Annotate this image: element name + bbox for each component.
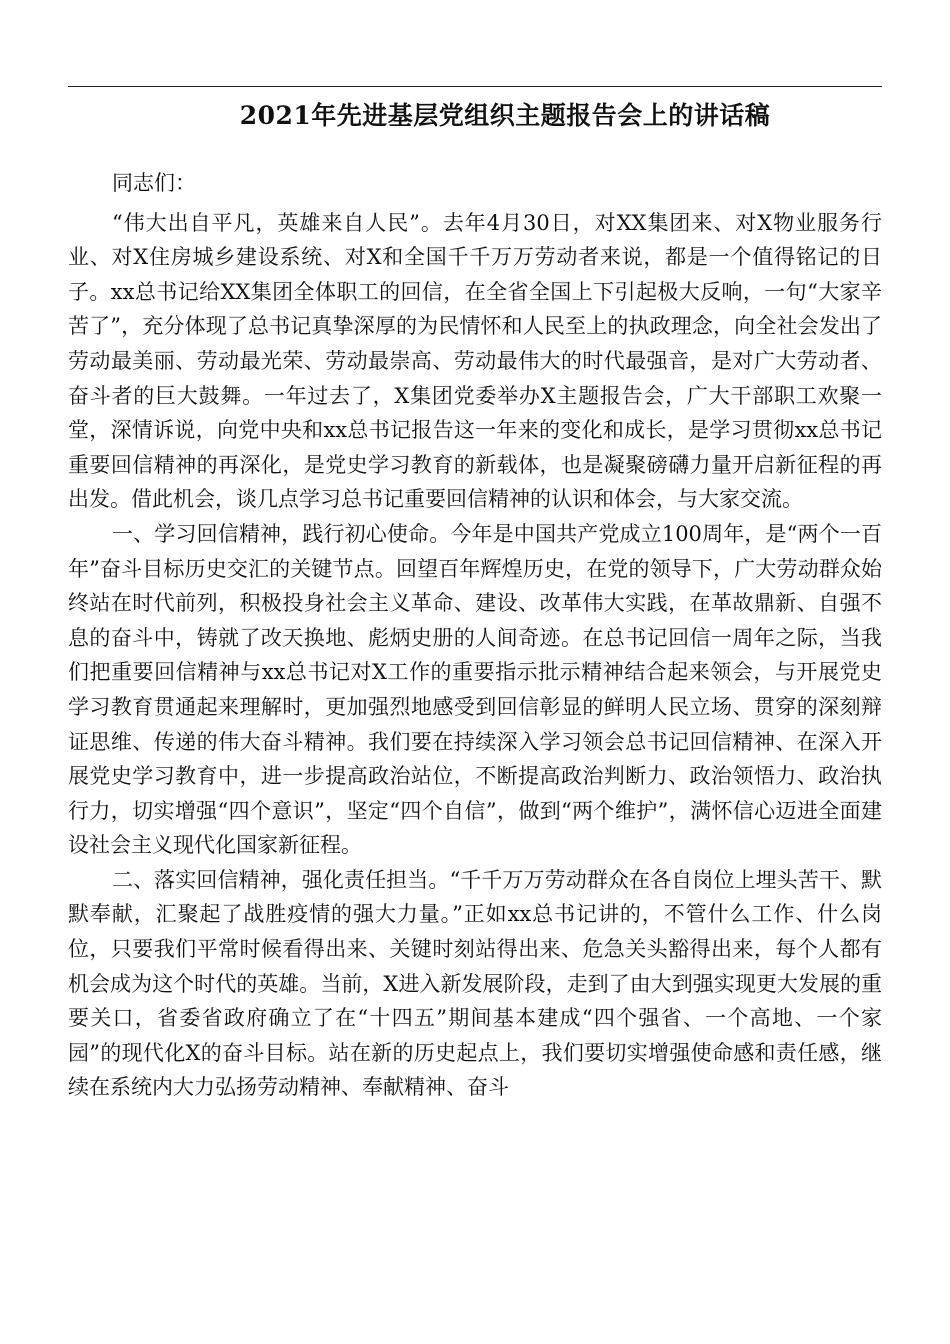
paragraph-section-1: 一、学习回信精神，践行初心使命。今年是中国共产党成立100周年，是“两个一百年”奋斗目标历史交汇的关键节点。回望百年辉煌历史，在党的领导下，广大劳动群众始终站在时代前列，积极投身社会主义革命、建设、改革伟大实践，在革故鼎新、自强不息的奋斗中，铸就了改天换地、彪炳史册的人间奇迹。在总书记回信一周年之际，当我们把重要回信精神与xx总书记对X工作的重要指示批示精神结合起来领会，与开展党史学习教育贯通起来理解时，更加强烈地感受到回信彰显的鲜明人民立场、贯穿的深刻辩证思维、传递的伟大奋斗精神。我们要在持续深入学习领会总书记回信精神、在深入开展党史学习教育中，进一步提高政治站位，不断提高政治判断力、政治领悟力、政治执行力，切实增强“四个意识”，坚定“四个自信”，做到“两个维护”，满怀信心迈进全面建设社会主义现代化国家新征程。 bbox=[68, 521, 882, 858]
header-rule bbox=[68, 86, 882, 87]
document-title: 2021年先进基层党组织主题报告会上的讲话稿 bbox=[239, 101, 771, 130]
salutation: 同志们： bbox=[112, 171, 196, 195]
paragraph-section-2: 二、落实回信精神，强化责任担当。“千千万万劳动群众在各自岗位上埋头苦干、默默奉献，汇聚起了战胜疫情的强大力量。”正如xx总书记讲的，不管什么工作、什么岗位，只要我们平常时候看得出来、关键时刻站得出来、危急关头豁得出来，每个人都有机会成为这个时代的英雄。当前，X进入新发展阶段，走到了由大到强实现更大发展的重要关口，省委省政府确立了在“十四五”期间基本建成“四个强省、一个高地、一个家园”的现代化X的奋斗目标。站在新的历史起点上，我们要切实增强使命感和责任感，继续在系统内大力弘扬劳动精神、奉献精神、奋斗 bbox=[68, 867, 882, 1100]
paragraph-intro: “伟大出自平凡，英雄来自人民”。去年4月30日，对XX集团来、对X物业服务行业、对X住房城乡建设系统、对X和全国千千万万劳动者来说，都是一个值得铭记的日子。xx总书记给XX集团全体职工的回信，在全省全国上下引起极大反响，一句“大家辛苦了”，充分体现了总书记真挚深厚的为民情怀和人民至上的执政理念，向全社会发出了劳动最美丽、劳动最光荣、劳动最崇高、劳动最伟大的时代最强音，是对广大劳动者、奋斗者的巨大鼓舞。一年过去了，X集团党委举办X主题报告会，广大干部职工欢聚一堂，深情诉说，向党中央和xx总书记报告这一年来的变化和成长，是学习贯彻xx总书记重要回信精神的再深化，是党史学习教育的新载体，也是凝聚磅礴力量开启新征程的再出发。借此机会，谈几点学习总书记重要回信精神的认识和体会，与大家交流。 bbox=[68, 210, 882, 512]
document-body bbox=[68, 166, 882, 1105]
